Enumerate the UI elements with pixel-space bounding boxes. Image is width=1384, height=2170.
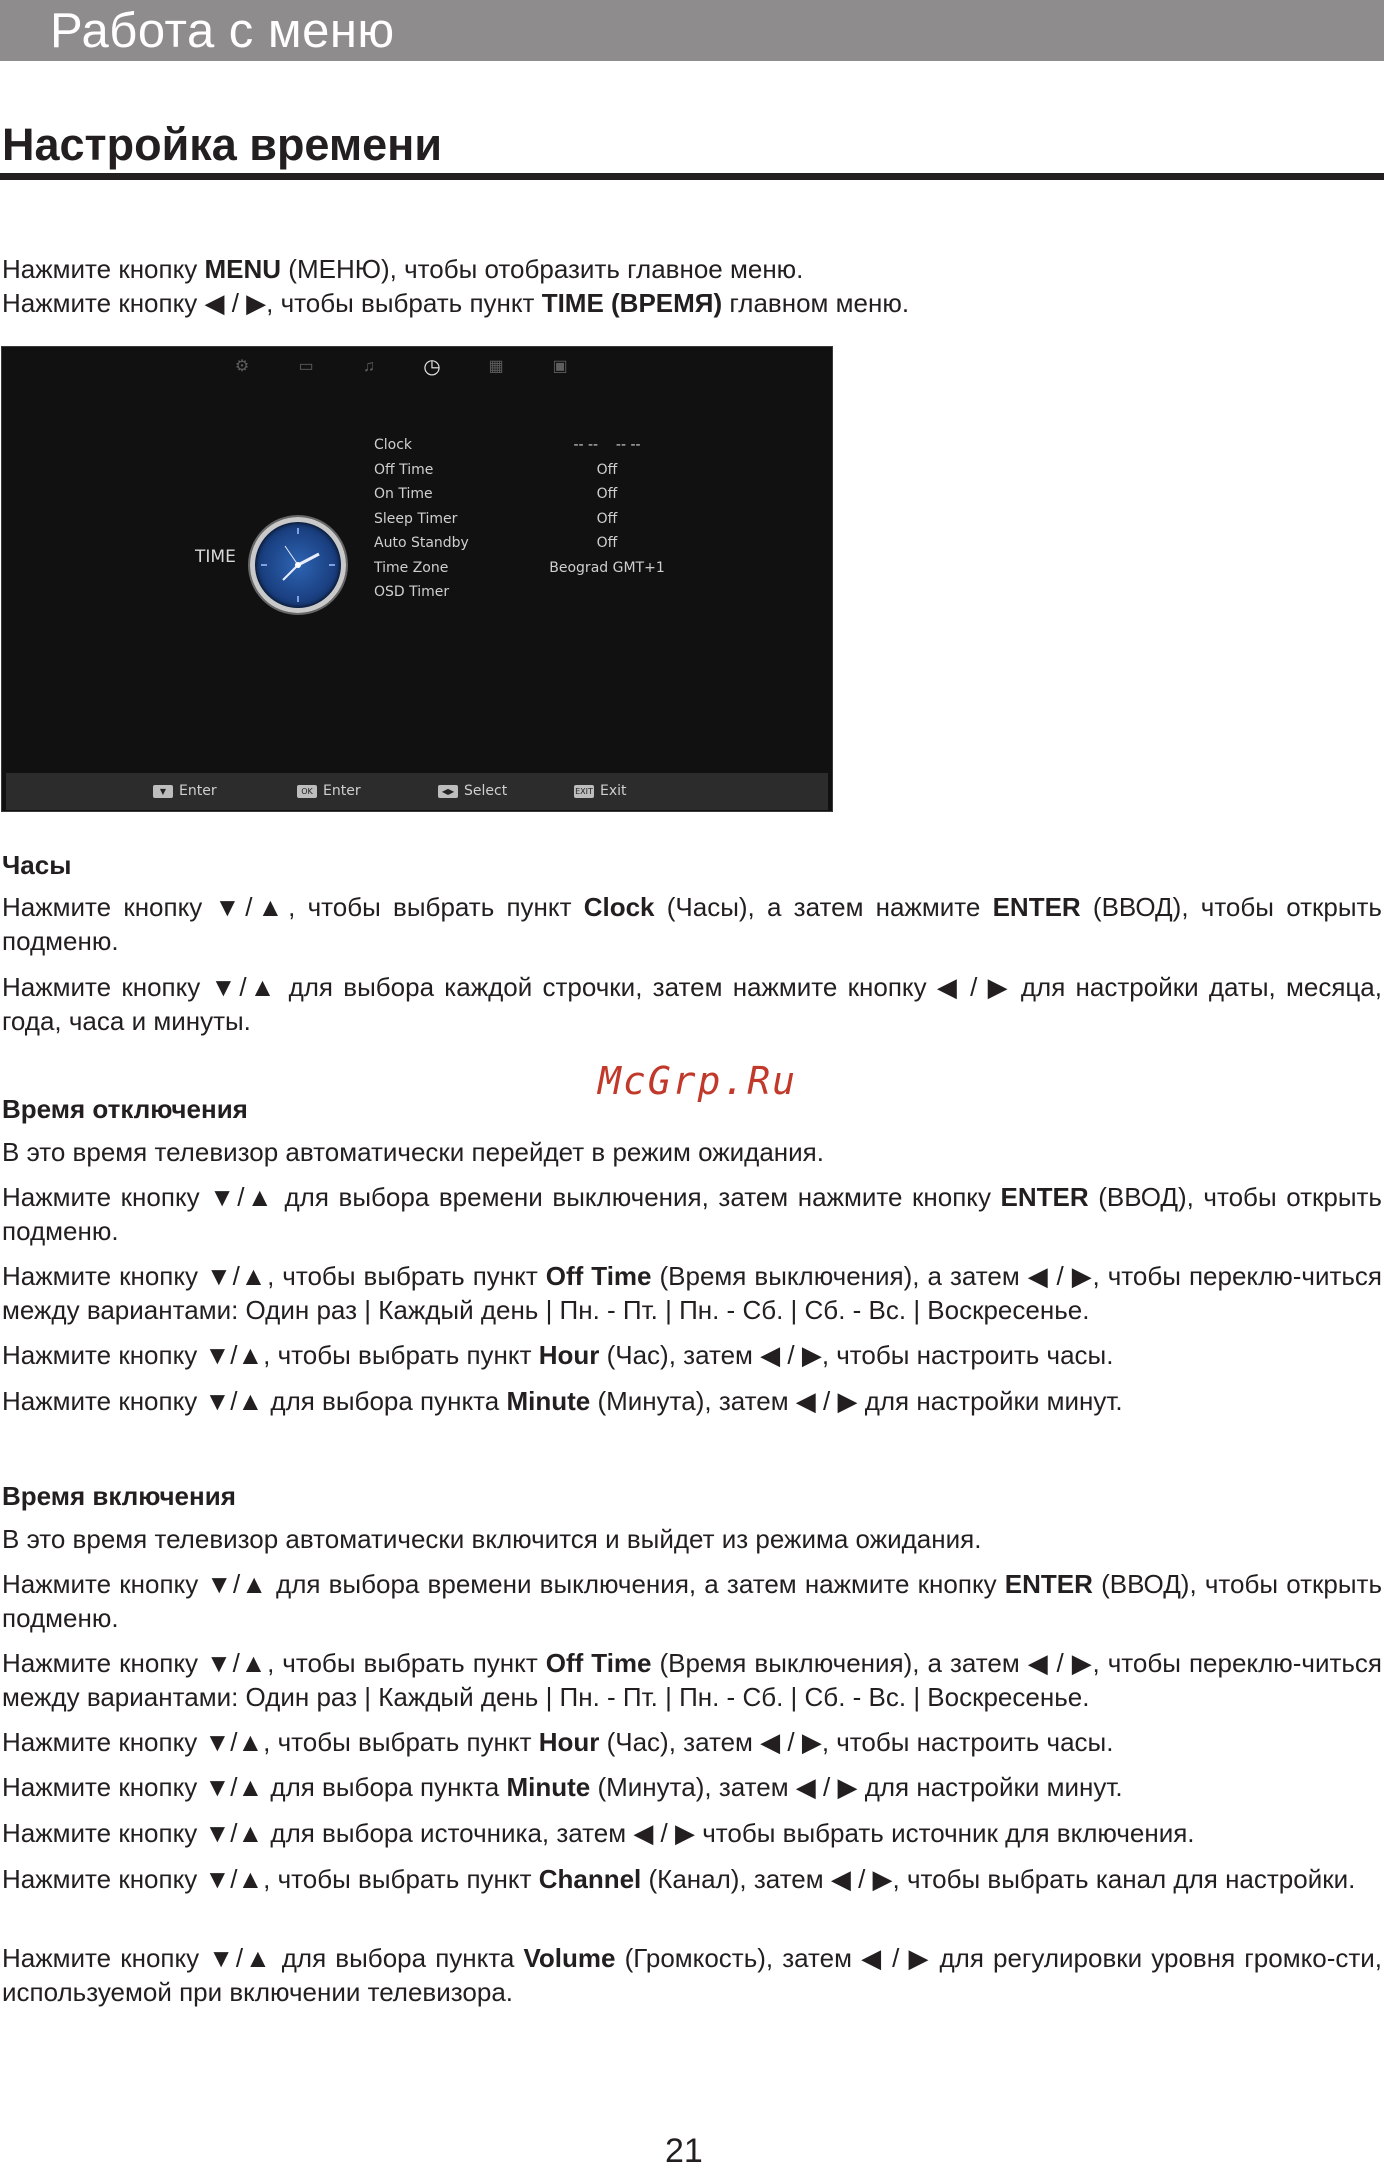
menu-value-auto-standby: Off — [596, 535, 618, 551]
section-divider — [0, 173, 1384, 180]
lock-icon: ▣ — [552, 358, 568, 375]
footer-hint-select: ◀▶ Select — [438, 783, 507, 799]
header-title: Работа с меню — [50, 4, 395, 58]
footer-hint-exit: EXIT Exit — [575, 783, 627, 799]
menu-value-off-time: Off — [596, 461, 618, 478]
on-time-paragraph-4: Нажмите кнопку ▼/▲, чтобы выбрать пункт Hour (Час), затем ◀ / ▶, чтобы настроить часы. — [2, 1727, 1114, 1757]
on-time-paragraph-6: Нажмите кнопку ▼/▲ для выбора источника, затем ◀ / ▶ чтобы выбрать источник для включения. — [2, 1818, 1195, 1848]
watermark: McGrp.Ru — [598, 1059, 798, 1103]
on-time-paragraph-1: В это время телевизор автоматически включится и выйдет из режима ожидания. — [2, 1524, 982, 1554]
menu-item-clock[interactable]: Clock — [374, 437, 413, 453]
ok-key-icon: OK — [297, 785, 317, 798]
on-time-paragraph-7: Нажмите кнопку ▼/▲, чтобы выбрать пункт Channel (Канал), затем ◀ / ▶, чтобы выбрать канал для настройки. — [2, 1864, 1356, 1894]
down-key-icon: ▼ — [153, 785, 173, 798]
menu-item-off-time[interactable]: Off Time — [374, 461, 434, 478]
menu-value-clock: -- -- -- -- — [573, 437, 641, 453]
menu-item-on-time[interactable]: On Time — [374, 486, 433, 502]
off-time-paragraph-1: В это время телевизор автоматически перейдет в режим ожидания. — [2, 1137, 824, 1167]
footer-hint-enter-arrow: ▼ Enter — [153, 783, 217, 799]
tv-menu-screenshot — [1, 346, 833, 812]
off-time-paragraph-3: Нажмите кнопку ▼/▲, чтобы выбрать пункт Off Time (Время выключения), а затем ◀ / ▶, чтобы переклю-читься между вариантами: Один раз | Каждый день | Пн. - Пт. | Пн. - Сб. | Сб. - Вс. | Воскресенье. — [2, 1261, 1382, 1325]
page-header-bar — [0, 0, 1384, 61]
off-time-paragraph-2: Нажмите кнопку ▼/▲ для выбора времени выключения, затем нажмите кнопку ENTER (ВВОД), чтобы открыть подменю. — [2, 1182, 1382, 1246]
menu-value-on-time: Off — [596, 486, 618, 502]
gear-icon: ⚙ — [234, 358, 250, 375]
section-title: Настройка времени — [2, 119, 443, 170]
footer-hint-enter-ok: OK Enter — [297, 783, 361, 799]
tv-menu-items — [374, 433, 469, 605]
clock-face-icon — [250, 517, 346, 613]
intro-line-2: Нажмите кнопку ◀ / ▶, чтобы выбрать пункт TIME (ВРЕМЯ) главном меню. — [2, 288, 910, 318]
on-time-paragraph-3: Нажмите кнопку ▼/▲, чтобы выбрать пункт Off Time (Время выключения), а затем ◀ / ▶, чтобы переклю-читься между вариантами: Один раз | Каждый день | Пн. - Пт. | Пн. - Сб. | Сб. - Вс. | Воскресенье. — [2, 1648, 1382, 1712]
tv-icon: ▭ — [298, 358, 314, 375]
on-time-paragraph-8: Нажмите кнопку ▼/▲ для выбора пункта Volume (Громкость), затем ◀ / ▶ для регулировки уровня громко-сти, используемой при включении телевизора. — [2, 1943, 1383, 2007]
menu-item-auto-standby[interactable]: Auto Standby — [374, 535, 469, 551]
page-number: 21 — [665, 2132, 703, 2170]
on-time-paragraph-5: Нажмите кнопку ▼/▲ для выбора пункта Minute (Минута), затем ◀ / ▶ для настройки минут. — [2, 1772, 1123, 1802]
menu-item-time-zone[interactable]: Time Zone — [374, 559, 449, 576]
music-icon: ♫ — [363, 358, 375, 375]
tv-menu-values — [542, 433, 672, 605]
tv-menu-label: TIME — [195, 547, 236, 567]
menu-value-osd-timer — [542, 580, 672, 605]
grid-icon: ▦ — [488, 358, 504, 375]
intro-line-1: Нажмите кнопку MENU (МЕНЮ), чтобы отобразить главное меню. — [2, 254, 804, 284]
off-time-paragraph-4: Нажмите кнопку ▼/▲, чтобы выбрать пункт Hour (Час), затем ◀ / ▶, чтобы настроить часы. — [2, 1340, 1114, 1370]
on-time-paragraph-2: Нажмите кнопку ▼/▲ для выбора времени выключения, а затем нажмите кнопку ENTER (ВВОД), чтобы открыть подменю. — [2, 1569, 1382, 1633]
left-right-key-icon: ◀▶ — [438, 785, 458, 798]
off-time-section-title: Время отключения — [2, 1094, 248, 1124]
clock-paragraph-2: Нажмите кнопку ▼/▲ для выбора каждой строчки, затем нажмите кнопку ◀ / ▶ для настройки даты, месяца, года, часа и минуты. — [2, 972, 1382, 1036]
menu-item-osd-timer[interactable]: OSD Timer — [374, 584, 450, 600]
off-time-paragraph-5: Нажмите кнопку ▼/▲ для выбора пункта Minute (Минута), затем ◀ / ▶ для настройки минут. — [2, 1386, 1123, 1416]
exit-key-icon: EXIT — [575, 786, 593, 796]
clock-icon: ◷ — [423, 356, 441, 378]
menu-value-time-zone: Beograd GMT+1 — [549, 559, 665, 576]
menu-value-sleep-timer: Off — [596, 510, 618, 527]
tv-menu-footer — [6, 773, 828, 810]
clock-section-title: Часы — [2, 850, 72, 880]
clock-paragraph-1: Нажмите кнопку ▼/▲, чтобы выбрать пункт Clock (Часы), а затем нажмите ENTER (ВВОД), чтобы открыть подменю. — [2, 892, 1382, 956]
menu-item-sleep-timer[interactable]: Sleep Timer — [374, 510, 458, 527]
on-time-section-title: Время включения — [2, 1481, 236, 1511]
